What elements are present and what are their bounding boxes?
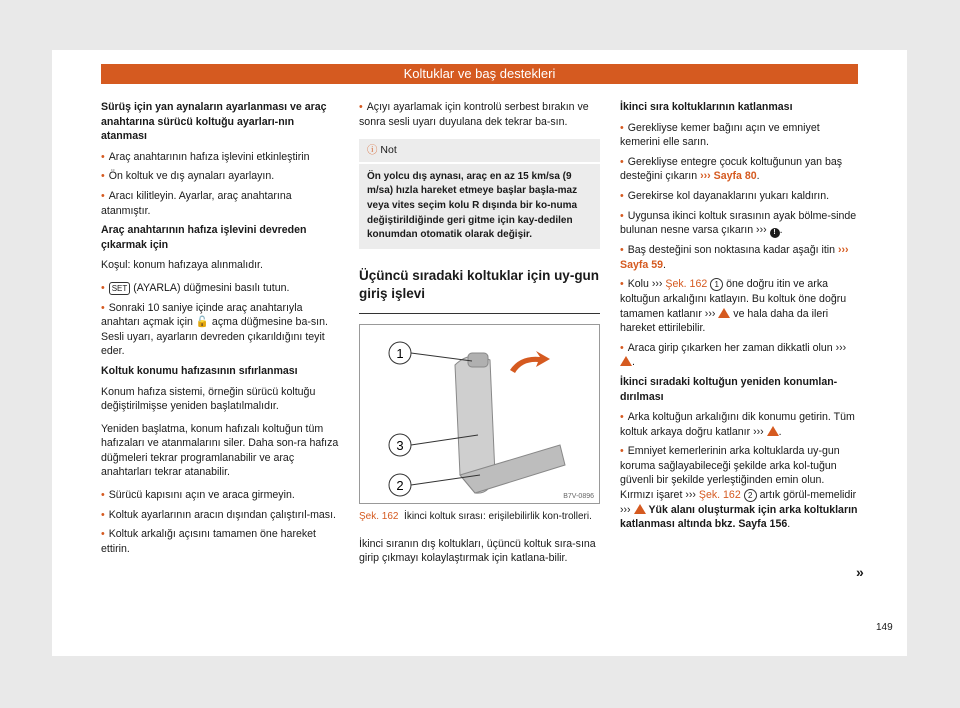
heading-reposition: İkinci sıradaki koltuğun yeniden konumlan-dırılması: [620, 375, 838, 403]
column-2: [359, 100, 600, 574]
warning-icon: [634, 504, 646, 514]
caption-text: İkinci koltuk sırası: erişilebilirlik kon-trolleri.: [404, 510, 592, 522]
bullet: • Uygunsa ikinci koltuk sırasının ayak bölme-sinde bulunan nesne varsa çıkarın ››› ! .: [620, 209, 860, 239]
bullet: • Baş desteğini son noktasına kadar aşağı itin ››› Sayfa 59.: [620, 243, 860, 272]
bullet-set: [101, 281, 341, 296]
seat-illustration: [360, 325, 599, 503]
callout-number: 1: [710, 278, 723, 291]
paragraph: İkinci sıranın dış koltukları, üçüncü koltuk sıra-sına girip çıkmayı kolaylaştırmak için katlana-bilir.: [359, 537, 596, 565]
paragraph: Yeniden başlatma, konum hafızalı koltuğun tüm hafızaları ve atanmalarını siler. Daha son-ra hafıza düğmeleri tekrar programlanabilir ve araç anahtarları tekrar atanabilir.: [101, 422, 339, 479]
callout-number: 2: [744, 489, 757, 502]
bullet: • Ön koltuk ve dış aynaları ayarlayın.: [101, 169, 341, 184]
bullet: • Kolu ››› Şek. 162 1 öne doğru itin ve arka koltuğun arkalığını katlayın. Bu koltuk öne doğru tamamen katlanır ››› ve hala daha da ileri hareket ettirilebilir.: [620, 277, 860, 335]
bullet-text: Araca girip çıkarken her zaman dikkatli olun: [627, 341, 833, 354]
column-3: [620, 100, 860, 537]
figure-caption: [359, 510, 600, 523]
continue-marker: »: [856, 564, 864, 580]
bullet: • Açıyı ayarlamak için kontrolü serbest bırakın ve sonra sesli uyarı duyulana dek tekrar ba-sın.: [359, 100, 600, 129]
bullet: • Aracı kilitleyin. Ayarlar, araç anahtarına atanmıştır.: [101, 189, 341, 218]
bullet-text: Baş desteğini son noktasına kadar aşağı itin: [627, 244, 836, 257]
note-header: [359, 139, 600, 164]
figure-link[interactable]: Şek. 162: [698, 489, 741, 502]
warning-icon: [718, 308, 730, 318]
bullet: • Koltuk ayarlarının aracın dışından çalıştırıl-ması.: [101, 508, 341, 523]
bullet: • Koltuk arkalığı açısını tamamen öne hareket ettirin.: [101, 527, 341, 556]
bullet: • Arka koltuğun arkalığını dik konumu getirin. Tüm koltuk arkaya doğru katlanır ››› .: [620, 410, 860, 439]
heading-fold: İkinci sıra koltuklarının katlanması: [620, 101, 793, 113]
bullet-text: Emniyet kemerlerinin arka koltuklarda uy-gun koruma sağlayabileceği şekilde arka kol-tuğun güvenli bir şekilde yerleştiğinden emin olun. Kırmızı işaret: [620, 445, 840, 502]
figure-code: B7V-0896: [563, 492, 594, 500]
column-1: [101, 100, 341, 561]
bullet-text: Kolu: [627, 278, 649, 291]
page-link[interactable]: ››› Sayfa 80: [700, 170, 757, 183]
bullet: • Gerekirse kol dayanaklarını yukarı kaldırın.: [620, 189, 860, 204]
page-header: Koltuklar ve baş destekleri: [101, 64, 858, 84]
bullet-text: öne doğru itin ve arka koltuğun arkalığını katlayın. Bu koltuk öne doğru tamamen katlanır: [620, 278, 847, 320]
figure-link[interactable]: Şek. 162: [665, 278, 708, 291]
paragraph: Konum hafıza sistemi, örneğin sürücü koltuğu değiştirilmişse yeniden başlatılmalıdır.: [101, 385, 316, 413]
callout-1: 1: [396, 345, 404, 361]
bullet-text: (AYARLA) düğmesini basılı tutun.: [133, 281, 290, 294]
bullet: • Sonraki 10 saniye içinde araç anahtarıyla anahtarı açmak için 🔓 açma düğmesine ba-sın. Sesli uyarı, ayarların devreden çıkarıldığını teyit eder.: [101, 301, 341, 359]
set-key-icon: SET: [109, 282, 131, 295]
bold-reference[interactable]: Yük alanı oluşturmak için arka koltukların katlanması altında bkz. Sayfa 156: [620, 503, 858, 531]
section-title-text: Üçüncü sıradaki koltuklar için uy-gun giriş işlevi: [359, 267, 600, 301]
note-box: [359, 139, 600, 249]
info-dot-icon: !: [770, 228, 780, 238]
note-body: Ön yolcu dış aynası, araç en az 15 km/sa (9 m/sa) hızla hareket etmeye başlar başla-maz veya vites seçim kolu R dışında bir ko-numa değiştirildiğinde geri gitme için kay-dedilen konumdan otomatik olarak değişir.: [367, 170, 578, 241]
bullet: • Emniyet kemerlerinin arka koltuklarda uy-gun koruma sağlayabileceği şekilde arka kol-tuğun güvenli bir şekilde yerleştiğinden emin olun. Kırmızı işaret ››› Şek. 162 2 artık görül-memelidir ››› Yük alanı oluşturmak için arka koltukların katlanması altında bkz. Sayfa 156.: [620, 444, 860, 532]
caption-ref[interactable]: Şek. 162: [359, 510, 399, 522]
heading-reset: Koltuk konumu hafızasının sıfırlanması: [101, 364, 298, 377]
section-title: [359, 267, 600, 314]
heading-mirror-assign: Sürüş için yan aynaların ayarlanması ve araç anahtarına sürücü koltuğu ayarları-nın atanması: [101, 101, 327, 143]
paragraph: Koşul: konum hafızaya alınmalıdır.: [101, 259, 263, 272]
info-icon: ⓘ: [367, 144, 378, 157]
figure-seat: [359, 324, 600, 504]
page-number: 149: [876, 622, 893, 633]
bullet: • Araca girip çıkarken her zaman dikkatli olun ››› .: [620, 341, 860, 370]
bullet-text: ve hala daha da ileri hareket ettirilebilir.: [620, 307, 829, 335]
callout-2: 2: [396, 477, 404, 493]
heading-deactivate: Araç anahtarının hafıza işlevini devreden çıkarmak için: [101, 224, 307, 251]
bullet-text: artık görül-memelidir: [759, 489, 857, 502]
bullet: • Araç anahtarının hafıza işlevini etkinleştirin: [101, 150, 341, 165]
page-link[interactable]: ››› Sayfa 59: [620, 244, 849, 271]
bullet-text: Gerekliyse entegre çocuk koltuğunun yan baş desteğini çıkarın: [620, 155, 843, 183]
bullet: • Gerekliyse kemer bağını açın ve emniyet kemerini elle sarın.: [620, 121, 860, 150]
bullet: • Gerekliyse entegre çocuk koltuğunun yan baş desteğini çıkarın ››› Sayfa 80.: [620, 155, 860, 184]
bullet: • Sürücü kapısını açın ve araca girmeyin.: [101, 488, 341, 503]
bullet-text: Uygunsa ikinci koltuk sırasının ayak bölme-sinde bulunan nesne varsa çıkarın: [620, 209, 857, 237]
callout-3: 3: [396, 437, 404, 453]
bullet-text: Arka koltuğun arkalığını dik konumu getirin. Tüm koltuk arkaya doğru katlanır: [620, 411, 855, 438]
warning-icon: [767, 426, 779, 436]
warning-icon: [620, 356, 632, 366]
note-title: Not: [380, 144, 397, 157]
